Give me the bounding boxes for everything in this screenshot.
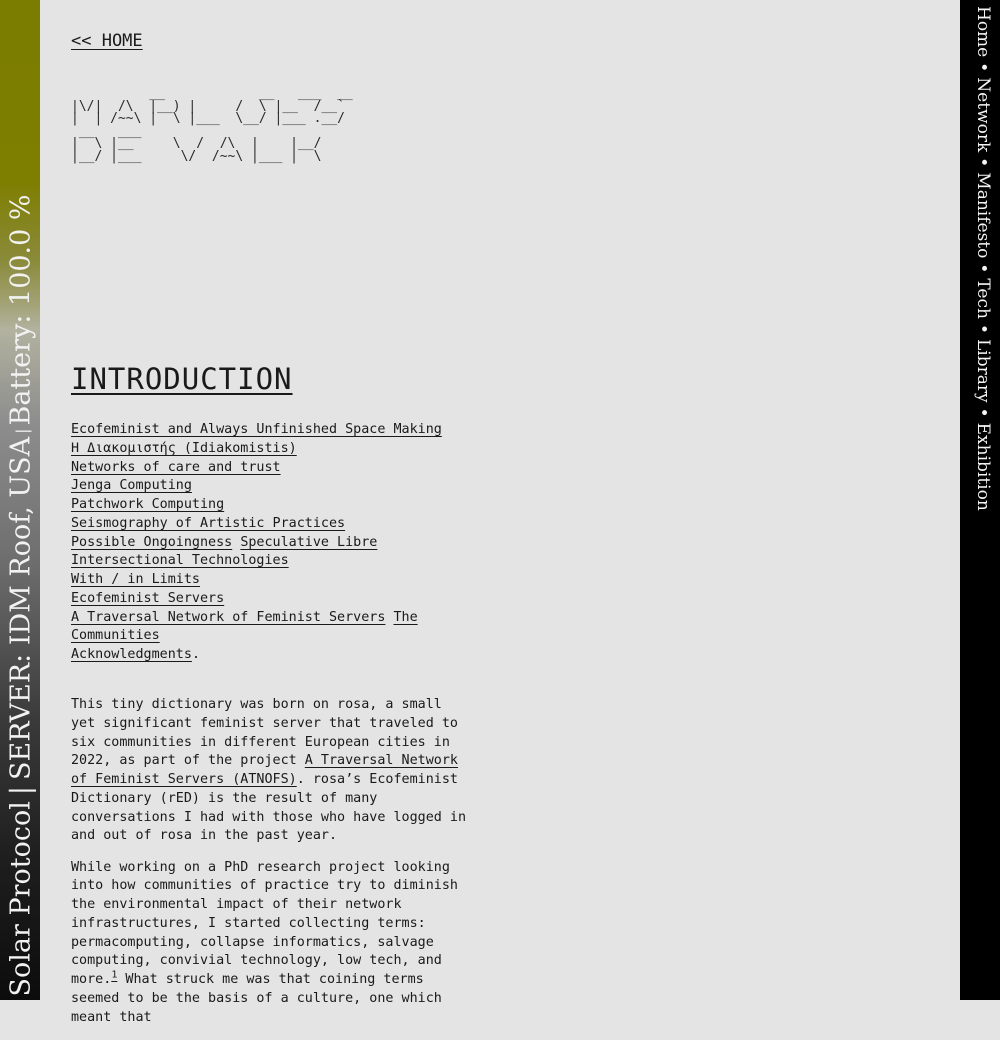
footnote-link[interactable]: 1 [111, 969, 118, 981]
paragraph-text: While working on a PhD research project looking into how communities of practice try to diminish the environmental impact of their network infrastructures, I started collecting terms: permacomputing, collapse informatics, salvage computing, convivial technology, low tech, and more. [71, 859, 458, 987]
toc-link-traversal-network[interactable]: A Traversal Network of Feminist Servers [71, 609, 386, 625]
separator: | [5, 785, 37, 795]
battery-status-bar [0, 0, 40, 1000]
toc-link-networks-of-care[interactable]: Networks of care and trust [71, 459, 281, 475]
side-navigation [960, 0, 1000, 1000]
nav-item-home[interactable]: Home [973, 6, 993, 58]
separator-small: | [12, 427, 31, 434]
body-text [71, 696, 471, 1040]
toc-link-jenga-computing[interactable]: Jenga Computing [71, 478, 192, 494]
home-link[interactable]: << HOME [71, 31, 143, 51]
battery-value: 100.0 % [5, 193, 37, 306]
nav-item-library[interactable]: Library [973, 339, 993, 403]
toc-link-patchwork-computing[interactable]: Patchwork Computing [71, 497, 225, 512]
atnofs-link[interactable]: A Traversal Network of Feminist Servers (ATNOFS) [71, 753, 458, 787]
battery-status-text [5, 193, 37, 996]
toc-link-idiakomistis[interactable]: Η Διακομιστής (Idiakomistis) [71, 440, 297, 456]
side-navigation-list [972, 6, 994, 511]
battery-label: Battery: [5, 314, 37, 425]
paragraph-text: . rosa’s Ecofeminist Dictionary (rED) is the result of many conversations I had with those who have logged in and out of rosa in the past year. [71, 772, 467, 844]
nav-bullet: • [973, 323, 993, 334]
nav-bullet: • [973, 263, 993, 274]
toc-link-with-in-limits[interactable]: With / in Limits [71, 572, 200, 587]
nav-bullet: • [973, 62, 993, 73]
protocol-label: Solar Protocol [5, 800, 37, 996]
toc-link-ecofeminist-servers[interactable]: Ecofeminist Servers [71, 590, 225, 606]
introduction-heading: INTRODUCTION [71, 362, 293, 396]
toc-end-punctuation: . [191, 647, 200, 662]
toc-link-speculative-libre[interactable]: Speculative Libre Intersectional Technologies [71, 534, 378, 569]
table-of-contents [71, 421, 471, 665]
paragraph-text: This tiny dictionary was born on rosa, a small yet significant feminist server that traveled to six communities in different European cities in 2022, as part of the project [71, 697, 458, 769]
nav-item-network[interactable]: Network [973, 77, 993, 153]
nav-item-exhibition[interactable]: Exhibition [973, 422, 993, 511]
paragraph [71, 859, 471, 1028]
toc-link-seismography[interactable]: Seismography of Artistic Practices [71, 515, 346, 531]
toc-link-communities[interactable]: The Communities [71, 609, 418, 644]
nav-item-tech[interactable]: Tech [973, 278, 993, 319]
nav-item-manifesto[interactable]: Manifesto [973, 172, 993, 259]
ascii-art-title: __ __ ___ __ |\/| /\ |__) | / \ |__ /__` | | /~~\ | \ |___ \__/ |___ .__/ __ ___ | \ |__ \ / /\ | |__/ |__/ |___ \/ /~~\ |___ | \ [71, 86, 353, 164]
toc-link-possible-ongoingness[interactable]: Possible Ongoingness [71, 534, 233, 550]
nav-bullet: • [973, 407, 993, 418]
toc-link-acknowledgments[interactable]: Acknowledgments [71, 647, 192, 662]
server-label: SERVER: IDM Roof, USA [5, 436, 37, 780]
paragraph [71, 696, 471, 846]
nav-bullet: • [973, 157, 993, 168]
toc-link-space-making[interactable]: Ecofeminist and Always Unfinished Space Making [71, 422, 442, 437]
paragraph-text: What struck me was that coining terms seemed to be the basis of a culture, one which meant that [71, 972, 442, 1025]
